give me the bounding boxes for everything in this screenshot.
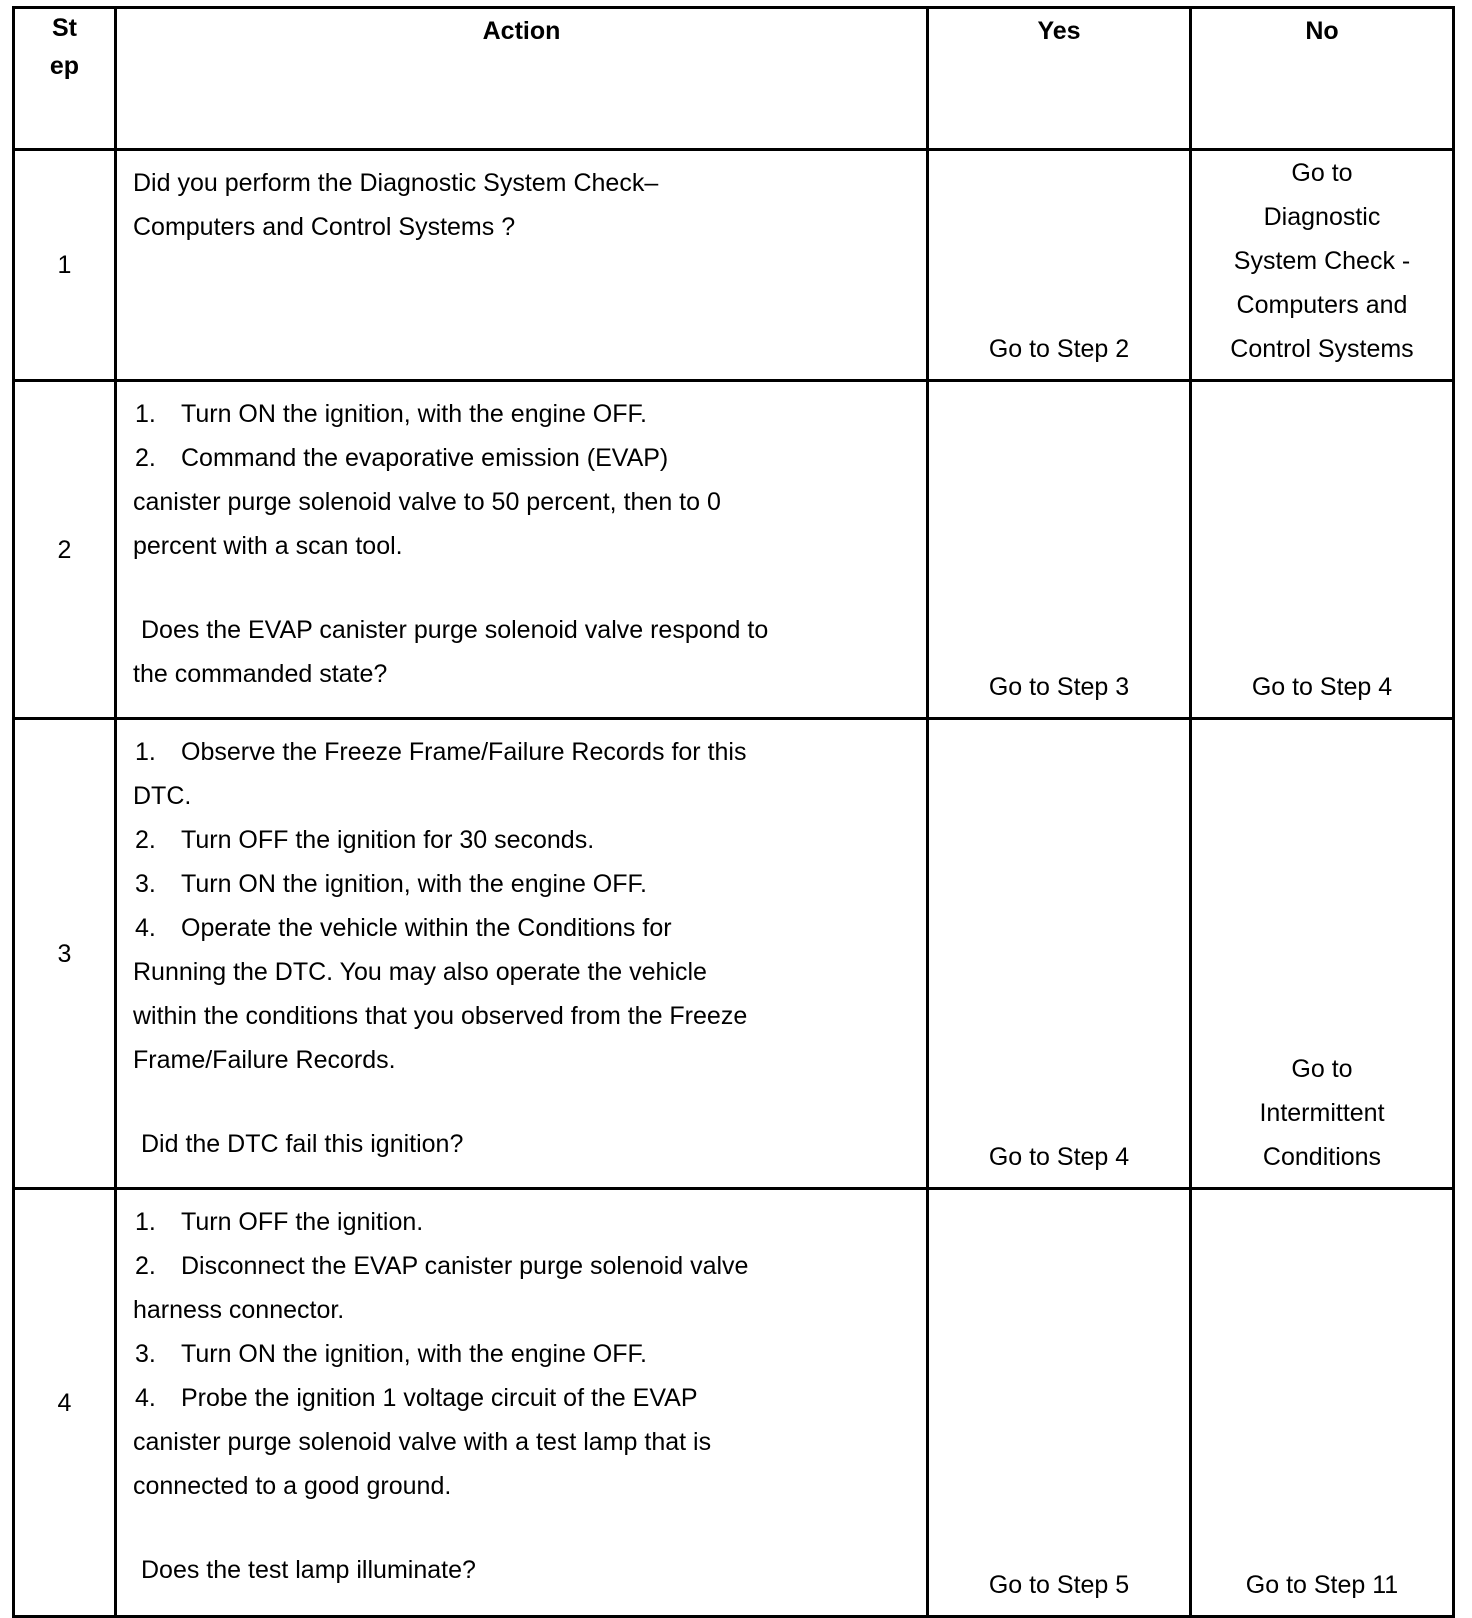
header-action: Action [116,8,928,150]
step-number: 4 [14,1189,116,1617]
action-text: Did you perform the Diagnostic System Check– [133,169,659,197]
no-result: Go to Diagnostic System Check - Computers and Control Systems [1191,150,1454,381]
action-cell [116,719,928,1189]
action-cell [116,150,928,381]
header-yes: Yes [928,8,1191,150]
action-list-item: 3. Turn ON the ignition, with the engine OFF. [135,1340,647,1368]
step-number: 1 [14,150,116,381]
action-question: the commanded state? [133,660,388,688]
header-step: St ep [14,8,116,150]
no-result: Go to Step 11 [1191,1189,1454,1617]
action-list-item: 1. Turn ON the ignition, with the engine OFF. [135,400,647,428]
action-list-item: 2. Disconnect the EVAP canister purge solenoid valve [135,1252,749,1280]
action-text: canister purge solenoid valve to 50 percent, then to 0 [133,488,721,516]
action-text: within the conditions that you observed from the Freeze [133,1002,748,1030]
action-text: harness connector. [133,1296,345,1324]
action-question: Did the DTC fail this ignition? [141,1130,464,1158]
yes-result: Go to Step 4 [928,719,1191,1189]
table-row [14,719,1454,1189]
yes-result: Go to Step 2 [928,150,1191,381]
action-list-item: 4. Operate the vehicle within the Conditions for [135,914,672,942]
header-no: No [1191,8,1454,150]
action-list-item: 1. Observe the Freeze Frame/Failure Records for this [135,738,747,766]
header-row [14,8,1454,150]
action-question: Does the EVAP canister purge solenoid valve respond to [141,616,769,644]
table-row [14,1189,1454,1617]
action-list-item: 2. Command the evaporative emission (EVAP) [135,444,669,472]
no-result: Go to Step 4 [1191,381,1454,719]
action-cell [116,1189,928,1617]
step-number: 3 [14,719,116,1189]
action-text: percent with a scan tool. [133,532,403,560]
diagnostic-table [12,6,1455,1618]
action-text: Running the DTC. You may also operate the vehicle [133,958,707,986]
action-text: DTC. [133,782,192,810]
action-text: Computers and Control Systems ? [133,213,516,241]
action-list-item: 4. Probe the ignition 1 voltage circuit of the EVAP [135,1384,698,1412]
yes-result: Go to Step 3 [928,381,1191,719]
step-number: 2 [14,381,116,719]
yes-result: Go to Step 5 [928,1189,1191,1617]
action-question: Does the test lamp illuminate? [141,1556,476,1584]
action-cell [116,381,928,719]
action-list-item: 2. Turn OFF the ignition for 30 seconds. [135,826,595,854]
table-row [14,381,1454,719]
action-list-item: 3. Turn ON the ignition, with the engine OFF. [135,870,647,898]
action-text: Frame/Failure Records. [133,1046,396,1074]
table-row [14,150,1454,381]
action-list-item: 1. Turn OFF the ignition. [135,1208,424,1236]
no-result: Go to Intermittent Conditions [1191,719,1454,1189]
action-text: canister purge solenoid valve with a test lamp that is [133,1428,712,1456]
action-text: connected to a good ground. [133,1472,452,1500]
